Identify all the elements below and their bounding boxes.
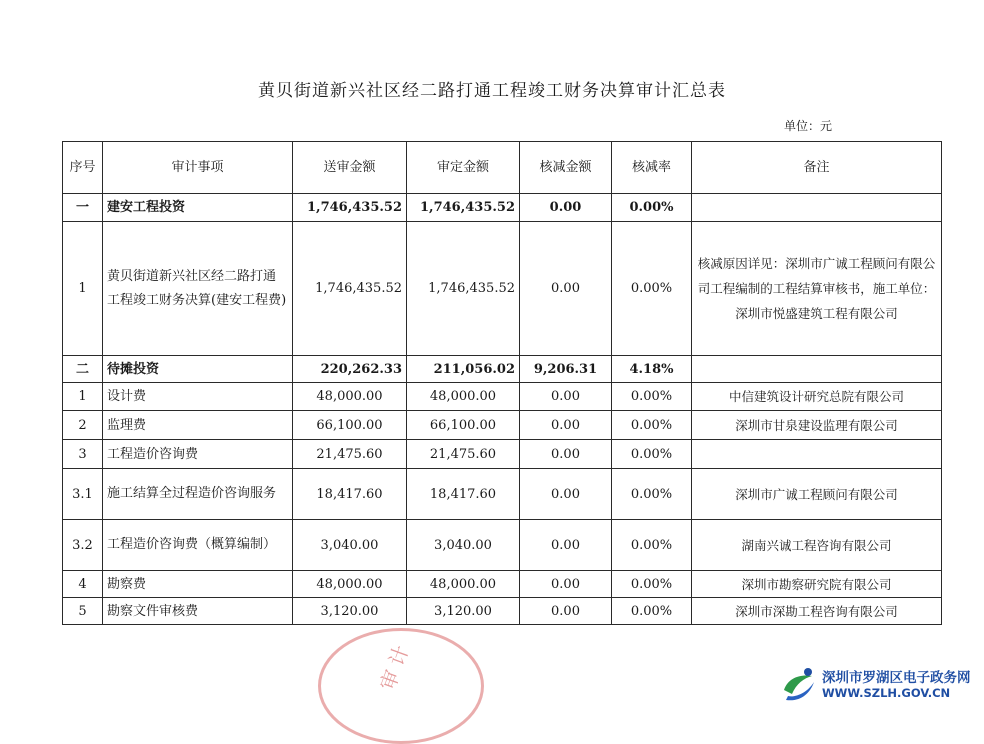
table-row: 2 监理费 66,100.00 66,100.00 0.00 0.00% 深圳市甘泉建设监理有限公司 xyxy=(63,411,942,440)
szlh-logo-icon xyxy=(778,664,818,704)
szlh-watermark-logo xyxy=(778,662,984,709)
header-remark: 备注 xyxy=(692,142,942,194)
header-reduced: 核减金额 xyxy=(520,142,612,194)
table-row: 5 勘察文件审核费 3,120.00 3,120.00 0.00 0.00% 深圳市深勘工程咨询有限公司 xyxy=(63,598,942,625)
table-row: 一 建安工程投资 1,746,435.52 1,746,435.52 0.00 0.00% xyxy=(63,194,942,222)
table-row: 1 设计费 48,000.00 48,000.00 0.00 0.00% 中信建筑设计研究总院有限公司 xyxy=(63,383,942,411)
table-row: 3.1 施工结算全过程造价咨询服务 18,417.60 18,417.60 0.00 0.00% 深圳市广诚工程顾问有限公司 xyxy=(63,469,942,520)
document-title: 黄贝街道新兴社区经二路打通工程竣工财务决算审计汇总表 xyxy=(258,81,726,101)
header-seq: 序号 xyxy=(63,142,103,194)
table-header-row xyxy=(63,142,942,194)
audit-summary-table xyxy=(62,141,942,625)
table-row: 3.2 工程造价咨询费（概算编制） 3,040.00 3,040.00 0.00 0.00% 湖南兴诚工程咨询有限公司 xyxy=(63,520,942,571)
red-seal-text: 审计 xyxy=(375,636,416,694)
table-row: 1 黄贝街道新兴社区经二路打通工程竣工财务决算(建安工程费) 1,746,435.52 1,746,435.52 0.00 0.00% 核减原因详见：深圳市广诚工程顾问有限公司工程编制的工程结算审核书，施工单位：深圳市悦盛建筑工程有限公司 xyxy=(63,222,942,356)
header-item: 审计事项 xyxy=(103,142,293,194)
table-row: 二 待摊投资 220,262.33 211,056.02 9,206.31 4.18% xyxy=(63,356,942,383)
header-rate: 核减率 xyxy=(612,142,692,194)
unit-label: 单位：元 xyxy=(784,119,833,133)
watermark-site-name: 深圳市罗湖区电子政务网 xyxy=(822,670,971,686)
header-approved: 审定金额 xyxy=(407,142,520,194)
watermark-site-url: WWW.SZLH.GOV.CN xyxy=(822,686,951,700)
table-row: 3 工程造价咨询费 21,475.60 21,475.60 0.00 0.00% xyxy=(63,440,942,469)
header-submitted: 送审金额 xyxy=(293,142,407,194)
table-row: 4 勘察费 48,000.00 48,000.00 0.00 0.00% 深圳市勘察研究院有限公司 xyxy=(63,571,942,598)
